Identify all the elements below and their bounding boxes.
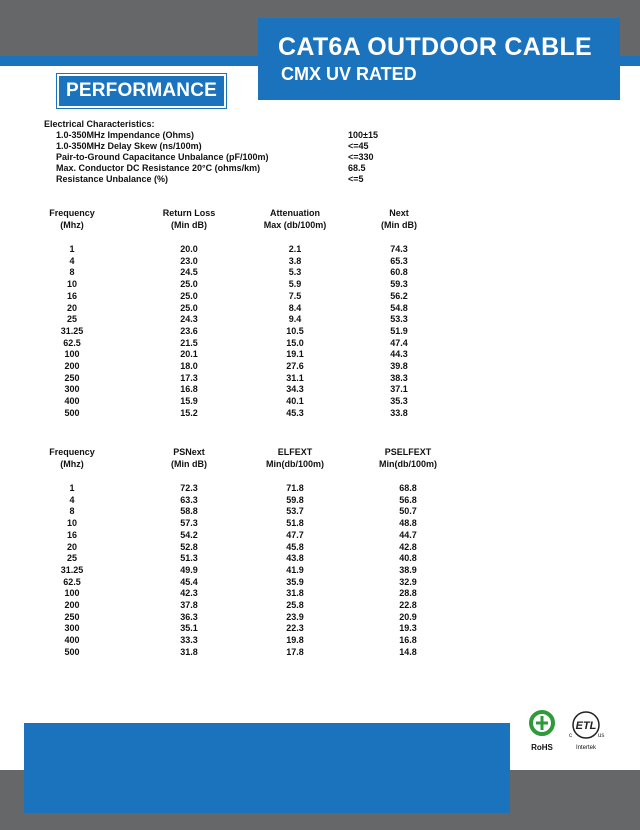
table-cell: 43.8 (286, 553, 304, 564)
etl-logo (565, 710, 607, 751)
column-header: (Min dB) (171, 459, 207, 469)
electrical-row (44, 163, 464, 174)
frequency-cell: 4 (69, 494, 75, 505)
table-cell: 15.0 (286, 337, 304, 348)
table-cell: 45.3 (286, 407, 304, 418)
table-cell: 65.3 (390, 255, 408, 266)
frequency-cell: 250 (64, 611, 80, 622)
table-cell: 58.8 (180, 506, 198, 517)
table-cell: 7.5 (288, 290, 302, 301)
table-cell: 54.2 (180, 529, 198, 540)
table-cell: 37.1 (390, 384, 408, 395)
frequency-cell: 8 (69, 267, 75, 278)
table-cell: 53.7 (286, 506, 304, 517)
table-cell: 53.3 (390, 314, 408, 325)
frequency-cell: 31.25 (60, 564, 84, 575)
electrical-label: Resistance Unbalance (%) (56, 174, 169, 184)
table-cell: 23.0 (180, 255, 198, 266)
column-header: Next (389, 208, 409, 218)
frequency-cell: 16 (66, 529, 77, 540)
electrical-row (44, 152, 464, 163)
bottom-blue-block (24, 723, 510, 813)
table-cell: 36.3 (180, 611, 198, 622)
frequency-cell: 62.5 (63, 337, 81, 348)
table-cell: 45.8 (286, 541, 304, 552)
table-cell: 19.3 (399, 623, 417, 634)
table-cell: 47.7 (286, 529, 304, 540)
column-header: Max (db/100m) (263, 220, 327, 230)
frequency-cell: 25 (66, 314, 77, 325)
table-cell: 23.6 (180, 325, 198, 336)
table-cell: 41.9 (286, 564, 304, 575)
electrical-heading: Electrical Characteristics: (44, 119, 155, 129)
table-cell: 56.8 (399, 494, 417, 505)
electrical-value: <=45 (348, 141, 369, 151)
table-cell: 45.4 (180, 576, 198, 587)
rohs-leaf-icon (525, 710, 559, 738)
page-title: CAT6A OUTDOOR CABLE (278, 33, 593, 61)
frequency-cell: 25 (66, 553, 77, 564)
frequency-cell: 31.25 (60, 325, 84, 336)
column-header: PSELFEXT (384, 447, 432, 457)
table-cell: 51.8 (286, 518, 304, 529)
frequency-cell: 1 (69, 483, 75, 493)
table-cell: 54.8 (390, 302, 408, 313)
table-cell: 20.9 (399, 611, 417, 622)
frequency-cell: 4 (69, 255, 75, 266)
column-header: (Mhz) (60, 459, 84, 469)
rohs-text: RoHS (531, 743, 553, 752)
table-cell: 35.9 (286, 576, 304, 587)
table-cell: 25.8 (286, 600, 304, 610)
table-cell: 47.4 (390, 337, 408, 348)
table-cell: 9.4 (288, 314, 302, 325)
table-cell: 31.1 (286, 372, 304, 383)
frequency-cell: 8 (69, 506, 75, 517)
frequency-cell: 250 (64, 372, 80, 383)
table-cell: 28.8 (399, 588, 417, 599)
table-cell: 24.3 (180, 314, 198, 325)
etl-mark-text: ETL (575, 720, 597, 732)
table-cell: 71.8 (286, 483, 304, 493)
table-cell: 20.0 (180, 244, 198, 254)
table-cell: 18.0 (180, 361, 198, 371)
frequency-cell: 200 (64, 361, 80, 371)
table-cell: 44.3 (390, 349, 408, 360)
frequency-cell: 400 (64, 396, 80, 407)
etl-mark-icon (566, 710, 606, 740)
table-cell: 68.8 (399, 483, 417, 493)
etl-c-text: c (569, 733, 572, 739)
table-cell: 14.8 (399, 646, 417, 657)
table-cell: 51.9 (390, 325, 408, 336)
frequency-cell: 10 (66, 279, 77, 290)
table-cell: 33.8 (390, 407, 408, 418)
table-cell: 59.3 (390, 279, 408, 290)
table-cell: 33.3 (180, 635, 198, 646)
table-cell: 48.8 (399, 518, 417, 529)
table-cell: 23.9 (286, 611, 304, 622)
table-cell: 32.9 (399, 576, 417, 587)
table-cell: 60.8 (390, 267, 408, 278)
table-cell: 49.9 (180, 564, 198, 575)
table-cell: 16.8 (180, 384, 198, 395)
table-cell: 44.7 (399, 529, 417, 540)
table-cell: 16.8 (399, 635, 417, 646)
table-cell: 59.8 (286, 494, 304, 505)
table-cell: 25.0 (180, 290, 198, 301)
electrical-label: 1.0-350MHz Impendance (Ohms) (56, 130, 195, 140)
electrical-value: <=330 (348, 152, 374, 162)
table-cell: 17.8 (286, 646, 304, 657)
table-cell: 56.2 (390, 290, 408, 301)
column-header: (Min dB) (171, 220, 207, 230)
electrical-row (44, 174, 464, 185)
table-cell: 2.1 (288, 244, 302, 254)
frequency-cell: 500 (64, 407, 80, 418)
frequency-cell: 1 (69, 244, 75, 254)
table-cell: 72.3 (180, 483, 198, 493)
electrical-value: 100±15 (348, 130, 378, 140)
table-cell: 5.3 (288, 267, 302, 278)
column-header: (Mhz) (60, 220, 84, 230)
column-header: Frequency (49, 447, 95, 457)
frequency-cell: 20 (66, 302, 77, 313)
title-block (258, 18, 620, 100)
column-header: Min(db/100m) (378, 459, 437, 469)
frequency-cell: 20 (66, 541, 77, 552)
frequency-cell: 200 (64, 600, 80, 610)
column-header: Min(db/100m) (265, 459, 324, 469)
column-header: PSNext (173, 447, 205, 457)
table-cell: 24.5 (180, 267, 198, 278)
rohs-logo (522, 710, 562, 752)
electrical-row (44, 130, 464, 141)
column-header: Return Loss (162, 208, 216, 218)
electrical-label: Max. Conductor DC Resistance 20°C (ohms/km) (56, 163, 261, 173)
column-header: (Min dB) (381, 220, 417, 230)
table-cell: 25.0 (180, 302, 198, 313)
frequency-cell: 100 (64, 349, 80, 360)
table-cell: 35.3 (390, 396, 408, 407)
table-cell: 57.3 (180, 518, 198, 529)
etl-sub-text: Intertek (575, 745, 596, 751)
table-cell: 22.3 (286, 623, 304, 634)
table-cell: 52.8 (180, 541, 198, 552)
table-cell: 20.1 (180, 349, 198, 360)
table-cell: 34.3 (286, 384, 304, 395)
table-cell: 27.6 (286, 361, 304, 371)
frequency-cell: 16 (66, 290, 77, 301)
frequency-cell: 300 (64, 384, 80, 395)
electrical-label: Pair-to-Ground Capacitance Unbalance (pF/100m) (56, 152, 269, 162)
frequency-cell: 100 (64, 588, 80, 599)
electrical-label: 1.0-350MHz Delay Skew (ns/100m) (56, 141, 202, 151)
table-cell: 25.0 (180, 279, 198, 290)
frequency-cell: 500 (64, 646, 80, 657)
table-cell: 37.8 (180, 600, 198, 610)
frequency-cell: 62.5 (63, 576, 81, 587)
column-header: Frequency (49, 208, 95, 218)
frequency-cell: 400 (64, 635, 80, 646)
table-cell: 31.8 (180, 646, 198, 657)
table-cell: 40.1 (286, 396, 304, 407)
electrical-row (44, 141, 464, 152)
electrical-value: 68.5 (348, 163, 366, 173)
table-cell: 38.9 (399, 564, 417, 575)
table-cell: 15.9 (180, 396, 198, 407)
etl-us-text: us (598, 733, 605, 739)
table-cell: 74.3 (390, 244, 408, 254)
section-label-performance: PERFORMANCE (57, 74, 226, 108)
table-cell: 19.1 (286, 349, 304, 360)
column-header: Attenuation (270, 208, 320, 218)
table-cell: 17.3 (180, 372, 198, 383)
table-cell: 39.8 (390, 361, 408, 371)
table-cell: 31.8 (286, 588, 304, 599)
electrical-characteristics (44, 119, 464, 185)
electrical-value: <=5 (348, 174, 364, 184)
table-cell: 42.3 (180, 588, 198, 599)
table-cell: 19.8 (286, 635, 304, 646)
table-cell: 22.8 (399, 600, 417, 610)
frequency-cell: 10 (66, 518, 77, 529)
table-cell: 10.5 (286, 325, 304, 336)
column-header: ELFEXT (277, 447, 313, 457)
table-cell: 63.3 (180, 494, 198, 505)
table-cell: 40.8 (399, 553, 417, 564)
page-subtitle: CMX UV RATED (281, 64, 417, 84)
table-cell: 3.8 (288, 255, 302, 266)
table-cell: 38.3 (390, 372, 408, 383)
table-cell: 21.5 (180, 337, 198, 348)
table-cell: 51.3 (180, 553, 198, 564)
frequency-cell: 300 (64, 623, 80, 634)
table-cell: 15.2 (180, 407, 198, 418)
table-cell: 35.1 (180, 623, 198, 634)
table-cell: 42.8 (399, 541, 417, 552)
table-cell: 5.9 (288, 279, 302, 290)
table-cell: 8.4 (288, 302, 302, 313)
table-cell: 50.7 (399, 506, 417, 517)
